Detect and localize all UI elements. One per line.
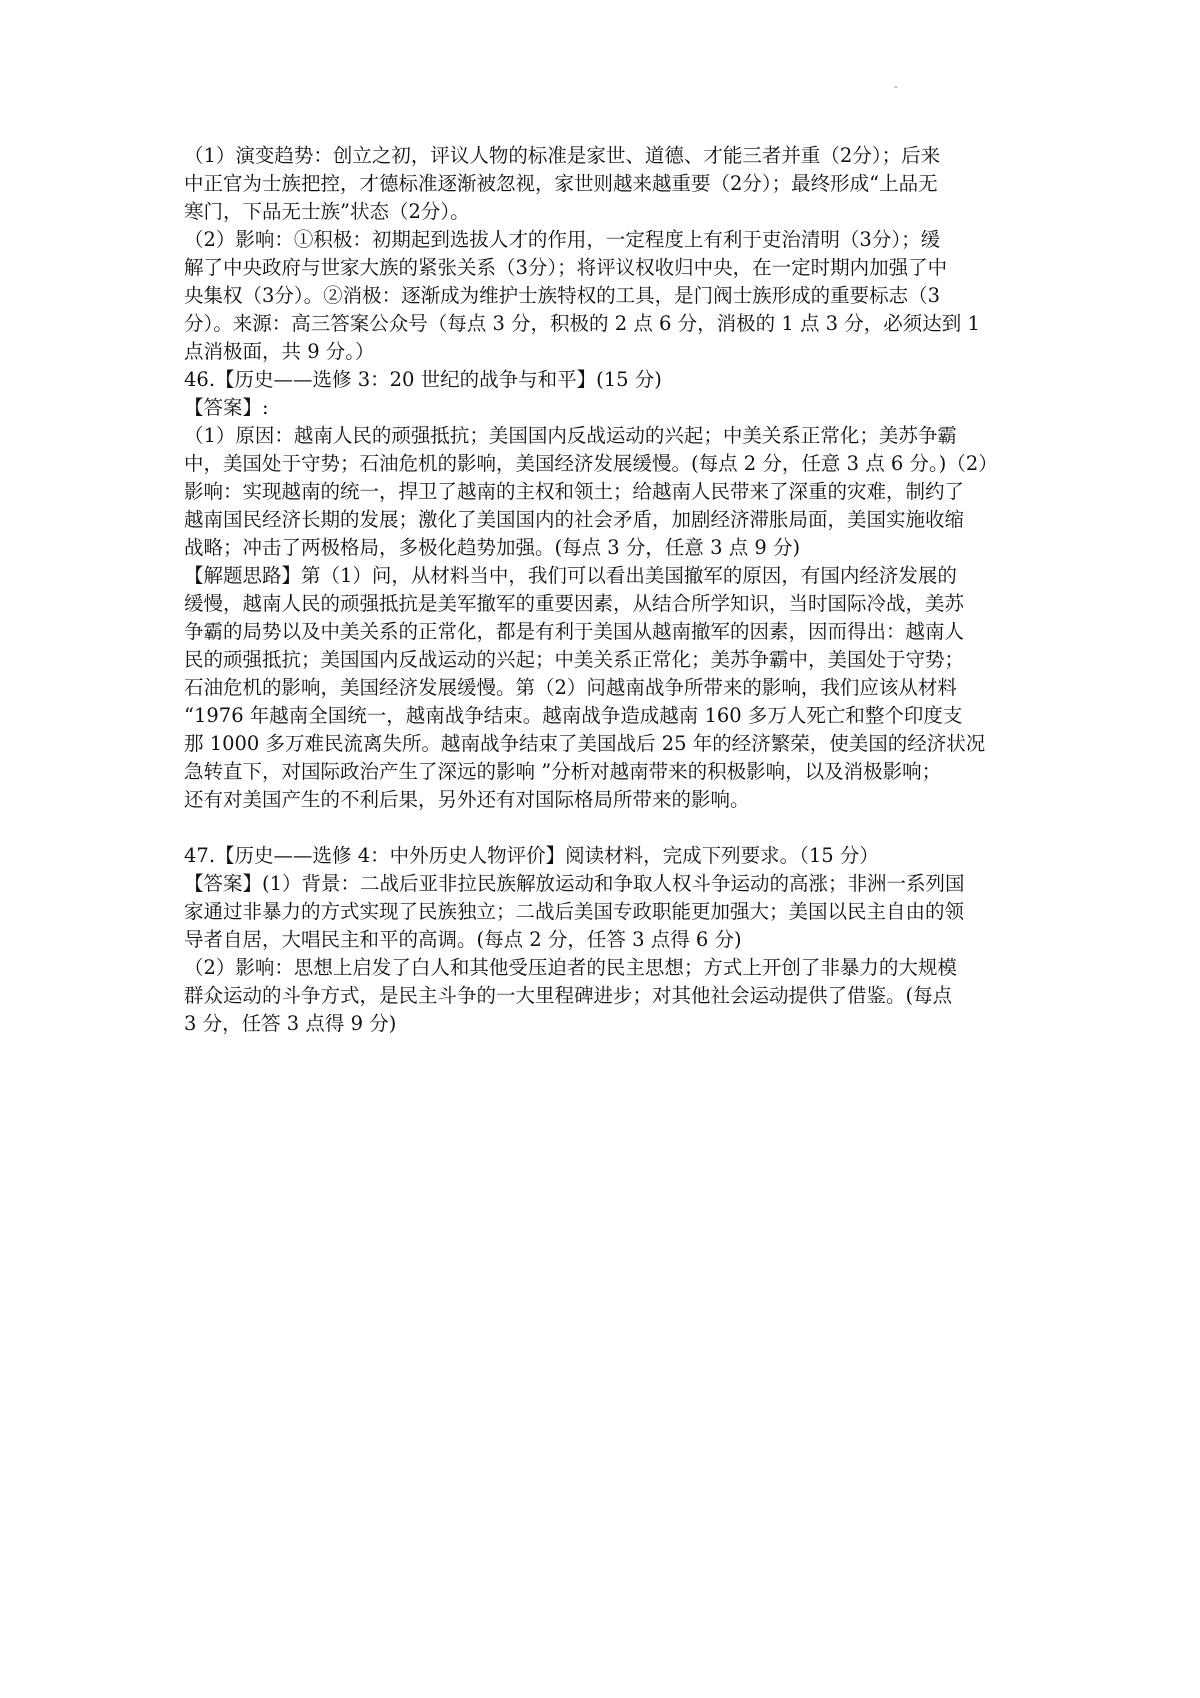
text-line: 中正官为士族把控，才德标准逐渐被忽视，家世则越来越重要（2分）；最终形成“上品无 bbox=[184, 172, 938, 195]
text-line: 还有对美国产生的不利后果，另外还有对国际格局所带来的影响。 bbox=[184, 788, 750, 811]
text-line: 3 分，任答 3 点得 9 分) bbox=[184, 1012, 397, 1035]
text-line: （2）影响：思想上启发了白人和其他受压迫者的民主思想；方式上开创了非暴力的大规模 bbox=[184, 956, 957, 979]
text-line: 民的顽强抵抗；美国国内反战运动的兴起；中美关系正常化；美苏争霸中，美国处于守势； bbox=[184, 648, 965, 671]
text-line: 【答案】(1）背景：二战后亚非拉民族解放运动和争取人权斗争运动的高涨；非洲一系列国 bbox=[184, 872, 965, 895]
text-line: 影响：实现越南的统一，捍卫了越南的主权和领土；给越南人民带来了深重的灾难，制约了 bbox=[184, 480, 965, 503]
question-heading: 46.【历史——选修 3：20 世纪的战争与和平】(15 分) bbox=[184, 368, 662, 391]
document-body bbox=[184, 142, 1034, 1038]
text-line: 央集权（3分）。②消极：逐渐成为维护士族特权的工具，是门阀士族形成的重要标志（3 bbox=[184, 284, 941, 307]
text-line: 石油危机的影响，美国经济发展缓慢。第（2）问越南战争所带来的影响，我们应该从材料 bbox=[184, 676, 957, 699]
text-line: 解了中央政府与世家大族的紧张关系（3分）；将评议权收归中央，在一定时期内加强了中 bbox=[184, 256, 948, 279]
text-line: （1）演变趋势：创立之初，评议人物的标准是家世、道德、才能三者并重（2分）；后来 bbox=[184, 144, 941, 167]
text-line: （2）影响：①积极：初期起到选拔人才的作用，一定程度上有利于吏治清明（3分）；缓 bbox=[184, 228, 941, 251]
text-line: 家通过非暴力的方式实现了民族独立；二战后美国专政职能更加强大；美国以民主自由的领 bbox=[184, 900, 965, 923]
text-line: 【解题思路】第（1）问，从材料当中，我们可以看出美国撤军的原因，有国内经济发展的 bbox=[184, 564, 957, 587]
text-line: 战略；冲击了两极格局，多极化趋势加强。(每点 3 分，任意 3 点 9 分) bbox=[184, 536, 801, 559]
text-line: 寒门，下品无士族”状态（2分）。 bbox=[184, 200, 470, 223]
question-46-block bbox=[184, 366, 1034, 814]
question-47-block bbox=[184, 842, 1034, 1038]
text-line: 争霸的局势以及中美关系的正常化，都是有利于美国从越南撤军的因素，因而得出：越南人 bbox=[184, 620, 965, 643]
text-line: 缓慢，越南人民的顽强抵抗是美军撤军的重要因素，从结合所学知识，当时国际冷战，美苏 bbox=[184, 592, 965, 615]
section-spacer bbox=[184, 814, 1034, 842]
text-line: “1976 年越南全国统一，越南战争结束。越南战争造成越南 160 多万人死亡和整个印度支 bbox=[184, 704, 963, 727]
text-line: 导者自居，大唱民主和平的高调。(每点 2 分，任答 3 点得 6 分) bbox=[184, 928, 742, 951]
text-line: （1）原因：越南人民的顽强抵抗；美国国内反战运动的兴起；中美关系正常化；美苏争霸 bbox=[184, 424, 957, 447]
text-line: 群众运动的斗争方式，是民主斗争的一大里程碑进步；对其他社会运动提供了借鉴。(每点 bbox=[184, 984, 953, 1007]
text-line: 那 1000 多万难民流离失所。越南战争结束了美国战后 25 年的经济繁荣，使美国的经济状况 bbox=[184, 732, 986, 755]
page-mark: - bbox=[894, 82, 898, 93]
text-line: 分）。来源：高三答案公众号（每点 3 分，积极的 2 点 6 分，消极的 1 点 3 分，必须达到 1 bbox=[184, 312, 980, 335]
text-line: 点消极面，共 9 分。） bbox=[184, 340, 375, 363]
question-heading: 47.【历史——选修 4：中外历史人物评价】阅读材料，完成下列要求。（15 分） bbox=[184, 844, 879, 867]
answer-45-block bbox=[184, 142, 1034, 366]
answer-label: 【答案】: bbox=[184, 396, 269, 419]
text-line: 越南国民经济长期的发展；激化了美国国内的社会矛盾，加剧经济滞胀局面，美国实施收缩 bbox=[184, 508, 965, 531]
text-line: 中，美国处于守势；石油危机的影响，美国经济发展缓慢。(每点 2 分，任意 3 点 6 分。)（2） bbox=[184, 452, 998, 475]
text-line: 急转直下，对国际政治产生了深远的影响 ”分析对越南带来的积极影响，以及消极影响； bbox=[184, 760, 942, 783]
